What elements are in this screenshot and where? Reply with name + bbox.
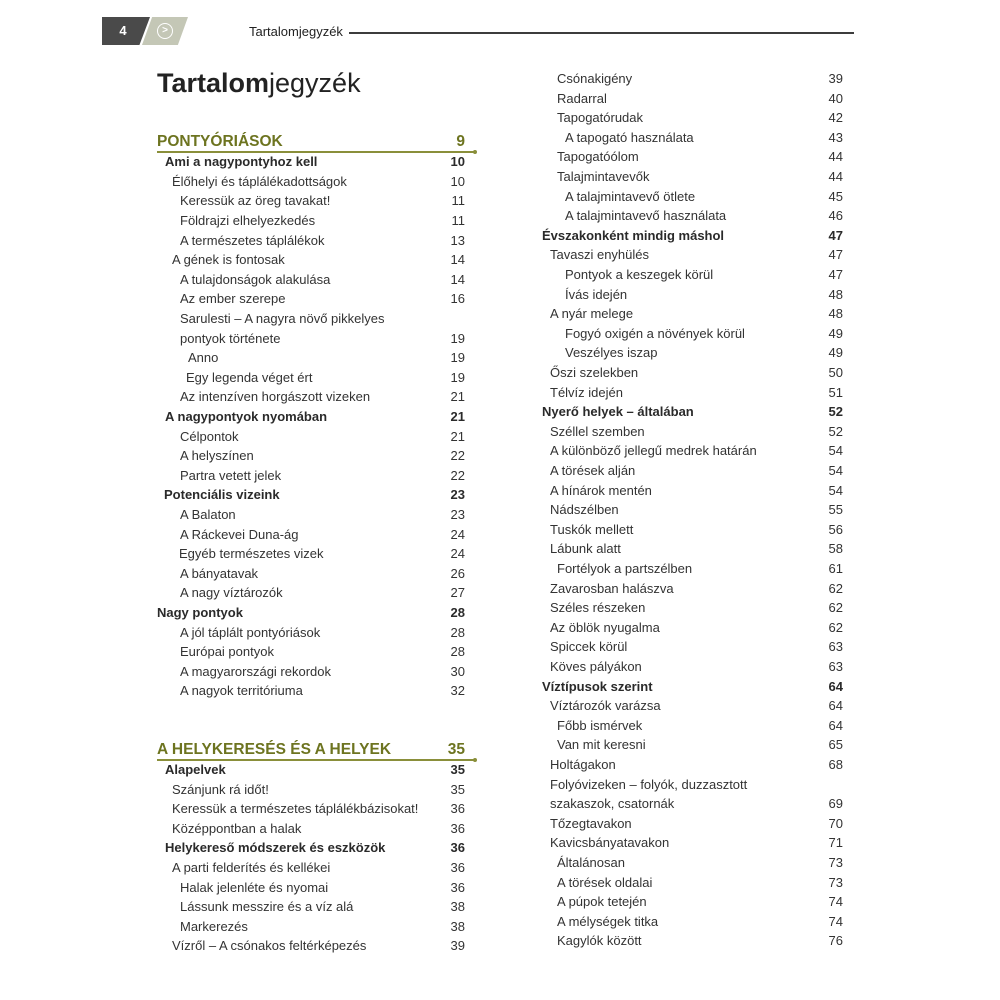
page-ref: 23 bbox=[450, 507, 465, 522]
toc-entry[interactable] bbox=[565, 187, 843, 207]
page-ref: 9 bbox=[456, 133, 465, 150]
entry-title: Egy legenda véget ért bbox=[186, 370, 313, 385]
toc-entry[interactable] bbox=[550, 520, 843, 540]
entry-title: A nagyok territóriuma bbox=[180, 683, 303, 698]
entry-title: A nagy víztározók bbox=[180, 585, 283, 600]
title-bold: Tartalom bbox=[157, 68, 270, 98]
entry-title: Nagy pontyok bbox=[157, 605, 243, 620]
entry-title: Van mit keresni bbox=[557, 737, 646, 752]
page-ref: 55 bbox=[828, 502, 843, 517]
page-ref: 49 bbox=[828, 345, 843, 360]
entry-title: Sarulesti – A nagyra növő pikkelyes bbox=[180, 311, 385, 326]
toc-entry[interactable] bbox=[550, 245, 843, 265]
entry-title: Tapogatórudak bbox=[557, 110, 644, 125]
toc-entry[interactable] bbox=[557, 716, 843, 736]
entry-title: Tapogatóólom bbox=[557, 149, 639, 164]
page-ref: 44 bbox=[828, 149, 843, 164]
page-ref: 11 bbox=[451, 193, 465, 208]
entry-title: Spiccek körül bbox=[550, 639, 628, 654]
entry-title: Anno bbox=[188, 350, 219, 365]
toc-entry[interactable] bbox=[550, 422, 843, 442]
entry-title: Keressük a természetes táplálékbázisokat! bbox=[172, 801, 419, 816]
entry-title: Általánosan bbox=[557, 855, 625, 870]
page-ref: 14 bbox=[450, 252, 465, 267]
section-title: PONTYÓRIÁSOK bbox=[157, 133, 283, 150]
entry-title: A Balaton bbox=[180, 507, 236, 522]
toc-entry[interactable] bbox=[565, 285, 843, 305]
entry-title: Folyóvizeken – folyók, duzzasztott bbox=[550, 777, 748, 792]
entry-title: Fortélyok a partszélben bbox=[557, 561, 693, 576]
toc-entry[interactable] bbox=[550, 481, 843, 501]
entry-title: Egyéb természetes vizek bbox=[179, 546, 324, 561]
toc-entry[interactable] bbox=[557, 108, 843, 128]
toc-entry[interactable] bbox=[557, 892, 843, 912]
entry-title: Évszakonként mindig máshol bbox=[542, 228, 725, 243]
entry-title: Potenciális vizeink bbox=[164, 487, 280, 502]
entry-title: A törések alján bbox=[550, 463, 636, 478]
page-ref: 11 bbox=[451, 213, 465, 228]
page-ref: 36 bbox=[450, 840, 465, 855]
entry-title: Radarral bbox=[557, 91, 607, 106]
toc-chapter[interactable] bbox=[542, 402, 843, 422]
entry-title: Pontyok a keszegek körül bbox=[565, 267, 714, 282]
page-ref: 26 bbox=[450, 566, 465, 581]
toc-entry[interactable] bbox=[550, 461, 843, 481]
page-ref: 46 bbox=[828, 208, 843, 223]
page-ref: 64 bbox=[828, 698, 843, 713]
page-ref: 13 bbox=[450, 233, 465, 248]
page-ref: 21 bbox=[450, 389, 465, 404]
entry-title: Európai pontyok bbox=[180, 644, 274, 659]
page-ref: 38 bbox=[450, 919, 465, 934]
toc-entry[interactable] bbox=[550, 657, 843, 677]
toc-entry[interactable] bbox=[550, 500, 843, 520]
entry-title: Széles részeken bbox=[550, 600, 646, 615]
page-ref: 35 bbox=[450, 762, 465, 777]
toc-entry[interactable] bbox=[550, 579, 843, 599]
toc-entry[interactable] bbox=[557, 853, 843, 873]
entry-title: A különböző jellegű medrek határán bbox=[550, 443, 757, 458]
entry-title: A talajmintavevő ötlete bbox=[565, 189, 696, 204]
entry-title: A természetes táplálékok bbox=[180, 233, 325, 248]
page-ref: 28 bbox=[450, 625, 465, 640]
entry-title: Talajmintavevők bbox=[557, 169, 650, 184]
page-ref: 74 bbox=[828, 914, 843, 929]
entry-title: Veszélyes iszap bbox=[565, 345, 658, 360]
chevron-right-circle-icon: > bbox=[157, 23, 173, 39]
toc-entry[interactable] bbox=[565, 324, 843, 344]
entry-title: Halak jelenléte és nyomai bbox=[180, 880, 329, 895]
toc-entry[interactable] bbox=[550, 794, 843, 814]
toc-entry[interactable] bbox=[565, 265, 843, 285]
entry-title: A helyszínen bbox=[180, 448, 254, 463]
entry-title: Széllel szemben bbox=[550, 424, 645, 439]
page-ref: 62 bbox=[828, 600, 843, 615]
page-ref: 73 bbox=[828, 855, 843, 870]
page-ref: 47 bbox=[828, 247, 843, 262]
page-ref: 39 bbox=[828, 71, 843, 86]
entry-title: Nyerő helyek – általában bbox=[542, 404, 694, 419]
entry-title: Főbb ismérvek bbox=[557, 718, 643, 733]
page-ref: 61 bbox=[828, 561, 843, 576]
page-ref: 47 bbox=[828, 228, 843, 243]
entry-title: A magyarországi rekordok bbox=[180, 664, 332, 679]
toc-entry[interactable] bbox=[565, 343, 843, 363]
toc-entry[interactable] bbox=[565, 206, 843, 226]
entry-title: Tőzegtavakon bbox=[550, 816, 632, 831]
entry-title: Markerezés bbox=[180, 919, 248, 934]
entry-title: Fogyó oxigén a növények körül bbox=[565, 326, 745, 341]
page-ref: 38 bbox=[450, 899, 465, 914]
entry-title: Lábunk alatt bbox=[550, 541, 621, 556]
entry-title: Vízről – A csónakos feltérképezés bbox=[172, 938, 367, 953]
entry-title: Víztározók varázsa bbox=[550, 698, 661, 713]
page-ref: 74 bbox=[828, 894, 843, 909]
toc-entry[interactable] bbox=[565, 128, 843, 148]
page-ref: 19 bbox=[450, 331, 465, 346]
entry-title: Földrajzi elhelyezkedés bbox=[180, 213, 316, 228]
page-ref: 16 bbox=[450, 291, 465, 306]
entry-title: A jól táplált pontyóriások bbox=[180, 625, 321, 640]
toc-chapter[interactable] bbox=[542, 226, 843, 246]
page-ref: 30 bbox=[450, 664, 465, 679]
entry-title: A parti felderítés és kellékei bbox=[172, 860, 331, 875]
page-ref: 10 bbox=[450, 154, 465, 169]
entry-title: Az ember szerepe bbox=[180, 291, 286, 306]
section-title: A HELYKERESÉS ÉS A HELYEK bbox=[157, 741, 392, 758]
toc-entry[interactable] bbox=[557, 167, 843, 187]
page-ref: 49 bbox=[828, 326, 843, 341]
toc-entry[interactable] bbox=[550, 755, 843, 775]
page-ref: 54 bbox=[828, 463, 843, 478]
toc-entry[interactable] bbox=[550, 539, 843, 559]
page-ref: 23 bbox=[450, 487, 465, 502]
toc-entry[interactable] bbox=[550, 383, 843, 403]
toc-entry[interactable] bbox=[557, 931, 843, 951]
page-number: 4 bbox=[119, 23, 127, 38]
entry-title: A talajmintavevő használata bbox=[565, 208, 727, 223]
page-ref: 69 bbox=[828, 796, 843, 811]
entry-title: A gének is fontosak bbox=[172, 252, 285, 267]
page-ref: 54 bbox=[828, 483, 843, 498]
entry-title: A törések oldalai bbox=[557, 875, 653, 890]
page-ref: 64 bbox=[828, 718, 843, 733]
entry-title: A nagypontyok nyomában bbox=[165, 409, 328, 424]
page-ref: 71 bbox=[828, 835, 843, 850]
entry-title: Az intenzíven horgászott vizeken bbox=[180, 389, 371, 404]
page-ref: 65 bbox=[828, 737, 843, 752]
entry-title: Tuskók mellett bbox=[550, 522, 634, 537]
entry-title: A púpok tetején bbox=[557, 894, 647, 909]
page-ref: 39 bbox=[450, 938, 465, 953]
toc-entry[interactable] bbox=[550, 814, 843, 834]
entry-title: Alapelvek bbox=[165, 762, 226, 777]
page-ref: 54 bbox=[828, 443, 843, 458]
entry-title: Télvíz idején bbox=[550, 385, 623, 400]
page-ref: 63 bbox=[828, 639, 843, 654]
entry-title: Partra vetett jelek bbox=[180, 468, 282, 483]
page-ref: 36 bbox=[450, 860, 465, 875]
page-ref: 22 bbox=[450, 448, 465, 463]
page-ref: 68 bbox=[828, 757, 843, 772]
entry-title: Nádszélben bbox=[550, 502, 619, 517]
toc-entry[interactable] bbox=[550, 363, 843, 383]
entry-title: Zavarosban halászva bbox=[550, 581, 674, 596]
entry-title: A tulajdonságok alakulása bbox=[180, 272, 331, 287]
entry-title: Lássunk messzire és a víz alá bbox=[180, 899, 354, 914]
entry-title: Az öblök nyugalma bbox=[550, 620, 660, 635]
page-ref: 64 bbox=[828, 679, 843, 694]
page-ref: 28 bbox=[450, 605, 465, 620]
toc-entry[interactable] bbox=[557, 69, 843, 89]
page-ref: 24 bbox=[450, 527, 465, 542]
page-ref: 62 bbox=[828, 581, 843, 596]
page-ref: 27 bbox=[450, 585, 465, 600]
page-ref: 24 bbox=[450, 546, 465, 561]
entry-title: Középpontban a halak bbox=[172, 821, 302, 836]
page-ref: 10 bbox=[450, 174, 465, 189]
entry-title: A mélységek titka bbox=[557, 914, 659, 929]
entry-title: Élőhelyi és táplálékadottságok bbox=[172, 174, 347, 189]
page-ref: 52 bbox=[828, 404, 843, 419]
running-title: Tartalomjegyzék bbox=[249, 24, 343, 39]
toc-entry[interactable] bbox=[557, 147, 843, 167]
toc-entry[interactable] bbox=[550, 618, 843, 638]
toc-chapter[interactable] bbox=[542, 677, 843, 697]
toc-entry[interactable] bbox=[550, 441, 843, 461]
entry-title: Holtágakon bbox=[550, 757, 616, 772]
toc-entry[interactable] bbox=[550, 304, 843, 324]
page-ref: 28 bbox=[450, 644, 465, 659]
entry-title: pontyok története bbox=[180, 331, 281, 346]
entry-title: Víztípusok szerint bbox=[542, 679, 653, 694]
toc-entry[interactable] bbox=[550, 775, 843, 795]
page-ref: 21 bbox=[450, 429, 465, 444]
toc-entry[interactable] bbox=[550, 598, 843, 618]
page-ref: 22 bbox=[450, 468, 465, 483]
entry-title: Kagylók között bbox=[557, 933, 642, 948]
entry-title: A Ráckevei Duna-ág bbox=[180, 527, 299, 542]
page-ref: 36 bbox=[450, 880, 465, 895]
page-ref: 70 bbox=[828, 816, 843, 831]
page-ref: 73 bbox=[828, 875, 843, 890]
page-ref: 50 bbox=[828, 365, 843, 380]
page-ref: 51 bbox=[828, 385, 843, 400]
entry-title: A nyár melege bbox=[550, 306, 634, 321]
entry-title: Ami a nagypontyhoz kell bbox=[165, 154, 318, 169]
toc-entry[interactable] bbox=[557, 89, 843, 109]
entry-title: Őszi szelekben bbox=[550, 365, 639, 380]
page-ref: 44 bbox=[828, 169, 843, 184]
page-ref: 76 bbox=[828, 933, 843, 948]
toc-entry[interactable] bbox=[550, 833, 843, 853]
page-ref: 32 bbox=[450, 683, 465, 698]
entry-title: Helykereső módszerek és eszközök bbox=[165, 840, 386, 855]
entry-title: szakaszok, csatornák bbox=[550, 796, 675, 811]
page-ref: 48 bbox=[828, 306, 843, 321]
entry-title: A hínárok mentén bbox=[550, 483, 652, 498]
page-ref: 35 bbox=[450, 782, 465, 797]
page-ref: 47 bbox=[828, 267, 843, 282]
toc-entry[interactable] bbox=[557, 912, 843, 932]
page-ref: 52 bbox=[828, 424, 843, 439]
toc-entry[interactable] bbox=[557, 735, 843, 755]
entry-title: Keressük az öreg tavakat! bbox=[180, 193, 331, 208]
toc-entry[interactable] bbox=[550, 696, 843, 716]
title-light: jegyzék bbox=[269, 68, 361, 98]
toc-entry[interactable] bbox=[550, 637, 843, 657]
entry-title: Csónakigény bbox=[557, 71, 633, 86]
page-ref: 19 bbox=[450, 350, 465, 365]
toc-entry[interactable] bbox=[557, 873, 843, 893]
page-ref: 14 bbox=[450, 272, 465, 287]
entry-title: Köves pályákon bbox=[550, 659, 642, 674]
entry-title: A tapogató használata bbox=[565, 130, 694, 145]
page-ref: 21 bbox=[450, 409, 465, 424]
page-ref: 63 bbox=[828, 659, 843, 674]
entry-title: Ívás idején bbox=[565, 287, 628, 302]
entry-title: Szánjunk rá időt! bbox=[172, 782, 269, 797]
page-ref: 45 bbox=[828, 189, 843, 204]
page-ref: 43 bbox=[828, 130, 843, 145]
entry-title: Kavicsbányatavakon bbox=[550, 835, 670, 850]
entry-title: A bányatavak bbox=[180, 566, 259, 581]
page-ref: 58 bbox=[828, 541, 843, 556]
entry-title: Célpontok bbox=[180, 429, 239, 444]
entry-title: Tavaszi enyhülés bbox=[550, 247, 649, 262]
page-ref: 56 bbox=[828, 522, 843, 537]
toc-entry[interactable] bbox=[557, 559, 843, 579]
page-ref: 42 bbox=[828, 110, 843, 125]
page-ref: 40 bbox=[828, 91, 843, 106]
page-ref: 19 bbox=[450, 370, 465, 385]
page-ref: 35 bbox=[447, 741, 465, 758]
page-ref: 36 bbox=[450, 801, 465, 816]
page-ref: 36 bbox=[450, 821, 465, 836]
page-ref: 48 bbox=[828, 287, 843, 302]
page-ref: 62 bbox=[828, 620, 843, 635]
